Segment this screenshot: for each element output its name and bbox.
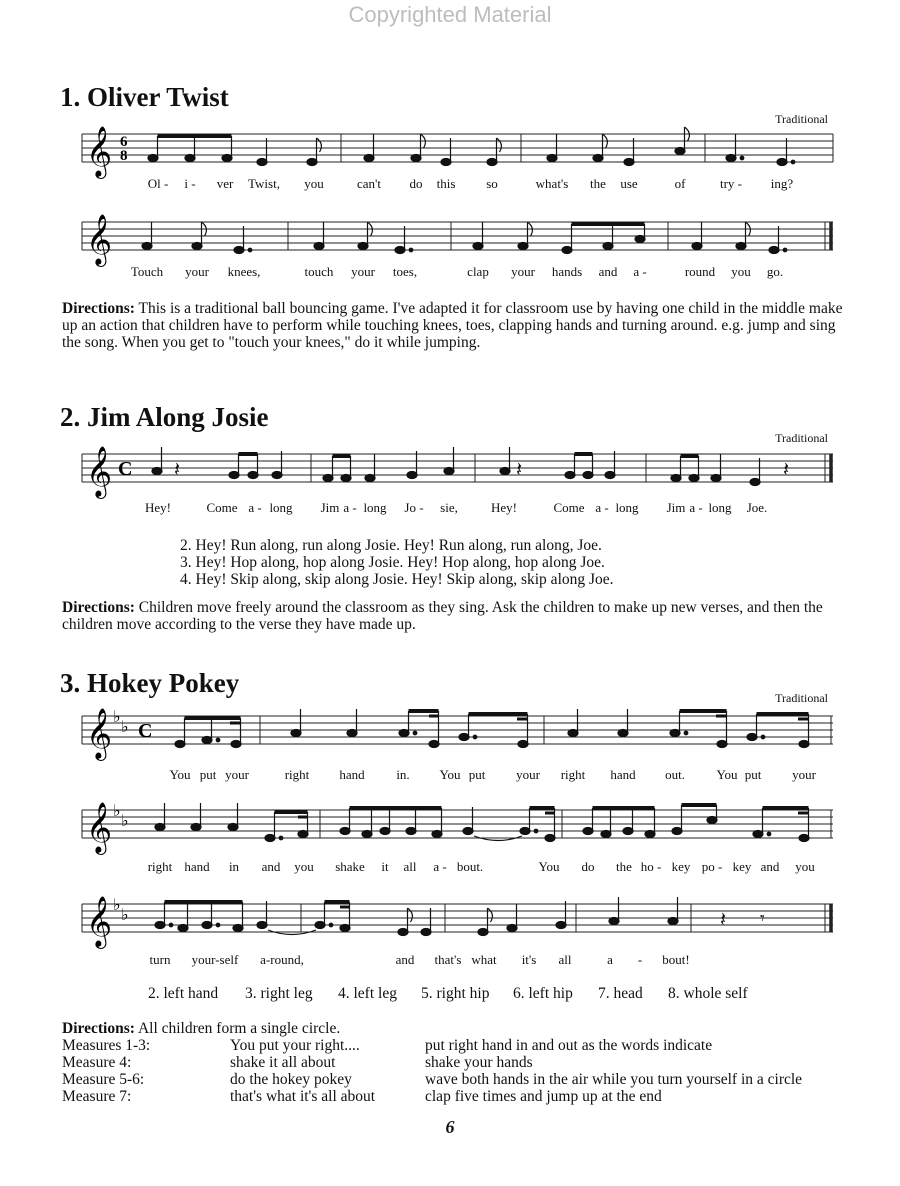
lyric-syllable: of xyxy=(674,176,686,191)
step-measure: Measures 1-3: xyxy=(62,1037,151,1054)
lyric-syllable: a - xyxy=(689,500,703,515)
lyric-syllable: put xyxy=(744,767,762,782)
lyric-syllable: you xyxy=(304,176,324,191)
lyric-syllable: and xyxy=(395,952,415,967)
lyric-syllable: You xyxy=(169,767,191,782)
copyright-watermark: Copyrighted Material xyxy=(348,2,552,27)
lyric-syllable: long xyxy=(615,500,639,515)
lyric-syllable: put xyxy=(199,767,217,782)
lyric-syllable: Hey! xyxy=(491,500,517,515)
lyric-syllable: a xyxy=(607,952,613,967)
lyric-syllable: Jo - xyxy=(404,500,424,515)
lyric-syllable: Twist, xyxy=(248,176,280,191)
lyric-syllable: Joe. xyxy=(746,500,768,515)
lyric-syllable: round xyxy=(684,264,716,279)
lyric-syllable: hand xyxy=(184,859,210,874)
verse-part: 8. whole self xyxy=(668,985,748,1002)
step-measure: Measure 4: xyxy=(62,1054,132,1071)
lyric-syllable: You xyxy=(439,767,461,782)
lyric-syllable: Come xyxy=(206,500,238,515)
lyric-syllable: you xyxy=(731,264,751,279)
song-title-jim-along-josie: 2. Jim Along Josie xyxy=(60,402,269,432)
lyrics-jim-along-josie xyxy=(0,500,900,518)
staff-oliver-twist-2 xyxy=(0,212,900,265)
lyric-syllable: hand xyxy=(339,767,365,782)
verse-part: 2. left hand xyxy=(148,985,219,1002)
lyric-syllable: use xyxy=(620,176,638,191)
page-number: 6 xyxy=(445,1117,455,1137)
verses-jim-along-josie xyxy=(180,537,614,588)
step-measure: Measure 5-6: xyxy=(62,1071,145,1088)
lyric-syllable: ver xyxy=(216,176,234,191)
step-action: clap five times and jump up at the end xyxy=(425,1088,662,1105)
lyric-syllable: - xyxy=(637,952,643,967)
lyric-syllable: sie, xyxy=(440,500,458,515)
directions-label: Directions: xyxy=(62,599,135,616)
step-lyric: You put your right.... xyxy=(230,1037,360,1054)
step-action: shake your hands xyxy=(425,1054,533,1071)
flat-e-icon: ♭ xyxy=(121,905,129,924)
staff-hokey-pokey-3 xyxy=(0,894,900,947)
flat-b-icon: ♭ xyxy=(113,895,121,914)
step-row xyxy=(62,1088,862,1105)
step-row xyxy=(62,1054,862,1071)
flat-e-icon: ♭ xyxy=(121,811,129,830)
directions-label: Directions: xyxy=(62,1020,135,1037)
lyric-syllable: Jim xyxy=(666,500,686,515)
treble-clef-icon: 𝄞 xyxy=(86,126,113,177)
step-lyric: do the hokey pokey xyxy=(230,1071,352,1088)
staff-hokey-pokey-1 xyxy=(0,706,900,759)
lyrics-oliver-twist-2 xyxy=(0,264,900,282)
lyric-syllable: key xyxy=(732,859,752,874)
quarter-rest-icon: 𝄽 xyxy=(720,907,727,931)
staff-oliver-twist-1 xyxy=(0,124,900,177)
lyric-syllable: this xyxy=(436,176,456,191)
directions-hokey-pokey xyxy=(62,1020,857,1037)
lyric-syllable: Jim xyxy=(320,500,340,515)
lyric-syllable: your xyxy=(351,264,375,279)
credit-oliver-twist: Traditional xyxy=(775,112,828,126)
lyric-syllable: it's xyxy=(521,952,537,967)
credit-hokey-pokey: Traditional xyxy=(775,691,828,705)
treble-clef-icon: 𝄞 xyxy=(86,802,113,853)
step-action: put right hand in and out as the words indicate xyxy=(425,1037,713,1054)
lyric-syllable: Come xyxy=(553,500,585,515)
lyric-syllable: and xyxy=(261,859,281,874)
movement-steps-table xyxy=(62,1037,862,1105)
lyric-syllable: all xyxy=(558,952,572,967)
lyric-syllable: it xyxy=(381,859,389,874)
step-lyric: shake it all about xyxy=(230,1054,336,1071)
lyrics-hokey-pokey-2 xyxy=(0,859,900,877)
directions-text: This is a traditional ball bouncing game. I've adapted it for classroom use by having one child in the middle make up an action that children have to perform while touching knees, toes, clapping hands and turning around. e.g. jump and sing the song. When you get to "touch your knees," do it while jumping. xyxy=(62,300,843,351)
verse-line: 3. Hey! Hop along, hop along Josie. Hey! Hop along, hop along Joe. xyxy=(180,554,605,571)
verse-part: 4. left leg xyxy=(338,985,397,1002)
lyric-syllable: your xyxy=(511,264,535,279)
step-row xyxy=(62,1037,862,1054)
lyric-syllable: You xyxy=(538,859,560,874)
lyric-syllable: Ol - xyxy=(147,176,169,191)
verse-line: 4. Hey! Skip along, skip along Josie. Hey! Skip along, skip along Joe. xyxy=(180,571,614,588)
treble-clef-icon: 𝄞 xyxy=(86,708,113,759)
lyric-syllable: in xyxy=(228,859,240,874)
lyric-syllable: right xyxy=(560,767,586,782)
lyric-syllable: and xyxy=(598,264,618,279)
lyric-syllable: so xyxy=(486,176,498,191)
lyric-syllable: bout! xyxy=(662,952,690,967)
lyric-syllable: turn xyxy=(149,952,171,967)
credit-jim-along-josie: Traditional xyxy=(775,431,828,445)
verse-part: 5. right hip xyxy=(421,985,490,1002)
additional-verses-hokey-pokey xyxy=(0,985,900,1005)
lyrics-hokey-pokey-3 xyxy=(0,952,900,970)
step-row xyxy=(62,1071,862,1088)
lyric-syllable: bout. xyxy=(456,859,484,874)
step-measure: Measure 7: xyxy=(62,1088,132,1105)
lyric-syllable: your-self xyxy=(191,952,239,967)
verse-part: 6. left hip xyxy=(513,985,573,1002)
lyric-syllable: try - xyxy=(719,176,743,191)
lyric-syllable: all xyxy=(403,859,417,874)
lyric-syllable: what's xyxy=(535,176,569,191)
time-signature-top: 6 xyxy=(120,134,128,150)
lyric-syllable: Touch xyxy=(130,264,164,279)
step-action: wave both hands in the air while you turn yourself in a circle xyxy=(425,1071,803,1088)
lyric-syllable: a - xyxy=(343,500,357,515)
flat-e-icon: ♭ xyxy=(121,717,129,736)
lyric-syllable: out. xyxy=(665,767,685,782)
eighth-rest-icon: 𝄾 xyxy=(760,908,765,929)
flat-b-icon: ♭ xyxy=(113,707,121,726)
verse-line: 2. Hey! Run along, run along Josie. Hey! Run along, run along, Joe. xyxy=(180,537,602,554)
quarter-rest-icon: 𝄽 xyxy=(174,457,181,481)
lyric-syllable: toes, xyxy=(392,264,418,279)
lyric-syllable: hands xyxy=(551,264,583,279)
lyric-syllable: a - xyxy=(433,859,447,874)
lyric-syllable: shake xyxy=(335,859,365,874)
lyrics-hokey-pokey-1 xyxy=(0,767,900,785)
lyric-syllable: your xyxy=(516,767,540,782)
directions-text: All children form a single circle. xyxy=(137,1020,341,1037)
lyric-syllable: key xyxy=(671,859,691,874)
lyric-syllable: long xyxy=(363,500,387,515)
lyric-syllable: you xyxy=(795,859,815,874)
lyric-syllable: your xyxy=(792,767,816,782)
quarter-rest-icon: 𝄽 xyxy=(516,457,523,481)
time-signature-bottom: 8 xyxy=(120,148,128,164)
lyric-syllable: your xyxy=(225,767,249,782)
lyric-syllable: hand xyxy=(610,767,636,782)
lyric-syllable: what xyxy=(471,952,497,967)
lyric-syllable: long xyxy=(269,500,293,515)
lyric-syllable: po - xyxy=(701,859,723,874)
flat-b-icon: ♭ xyxy=(113,801,121,820)
directions-text: Children move freely around the classroom as they sing. Ask the children to make up new verses, and then the children move according to the verse they have made up. xyxy=(62,599,823,633)
directions-oliver-twist xyxy=(62,300,857,351)
lyric-syllable: a - xyxy=(248,500,262,515)
lyric-syllable: a-round, xyxy=(260,952,304,967)
lyric-syllable: the xyxy=(590,176,606,191)
quarter-rest-icon: 𝄽 xyxy=(783,457,790,481)
lyric-syllable: ing? xyxy=(770,176,794,191)
lyric-syllable: can't xyxy=(357,176,381,191)
lyric-syllable: your xyxy=(185,264,209,279)
lyric-syllable: Hey! xyxy=(145,500,171,515)
lyric-syllable: in. xyxy=(396,767,410,782)
staff-jim-along-josie xyxy=(0,444,900,497)
verse-part: 3. right leg xyxy=(245,985,313,1002)
lyric-syllable: and xyxy=(760,859,780,874)
lyric-syllable: ho - xyxy=(640,859,662,874)
treble-clef-icon: 𝄞 xyxy=(86,896,113,947)
treble-clef-icon: 𝄞 xyxy=(86,446,113,497)
lyric-syllable: the xyxy=(616,859,632,874)
common-time-icon: C xyxy=(138,720,153,742)
lyrics-oliver-twist-1 xyxy=(0,176,900,194)
directions-jim-along-josie xyxy=(62,599,857,633)
staff-hokey-pokey-2 xyxy=(0,800,900,853)
song-title-hokey-pokey: 3. Hokey Pokey xyxy=(60,668,240,698)
lyric-syllable: knees, xyxy=(227,264,261,279)
lyric-syllable: that's xyxy=(434,952,462,967)
lyric-syllable: right xyxy=(284,767,310,782)
lyric-syllable: clap xyxy=(467,264,489,279)
lyric-syllable: go. xyxy=(766,264,784,279)
common-time-icon: C xyxy=(118,458,133,480)
song-title-oliver-twist: 1. Oliver Twist xyxy=(60,82,229,112)
lyric-syllable: do xyxy=(409,176,423,191)
step-lyric: that's what it's all about xyxy=(230,1088,376,1105)
lyric-syllable: a - xyxy=(595,500,609,515)
lyric-syllable: a - xyxy=(633,264,647,279)
treble-clef-icon: 𝄞 xyxy=(86,214,113,265)
lyric-syllable: you xyxy=(294,859,314,874)
verse-part: 7. head xyxy=(598,985,643,1002)
lyric-syllable: i - xyxy=(184,176,196,191)
lyric-syllable: You xyxy=(716,767,738,782)
lyric-syllable: touch xyxy=(304,264,334,279)
lyric-syllable: do xyxy=(581,859,595,874)
lyric-syllable: long xyxy=(708,500,732,515)
lyric-syllable: right xyxy=(147,859,173,874)
lyric-syllable: put xyxy=(468,767,486,782)
directions-label: Directions: xyxy=(62,300,135,317)
